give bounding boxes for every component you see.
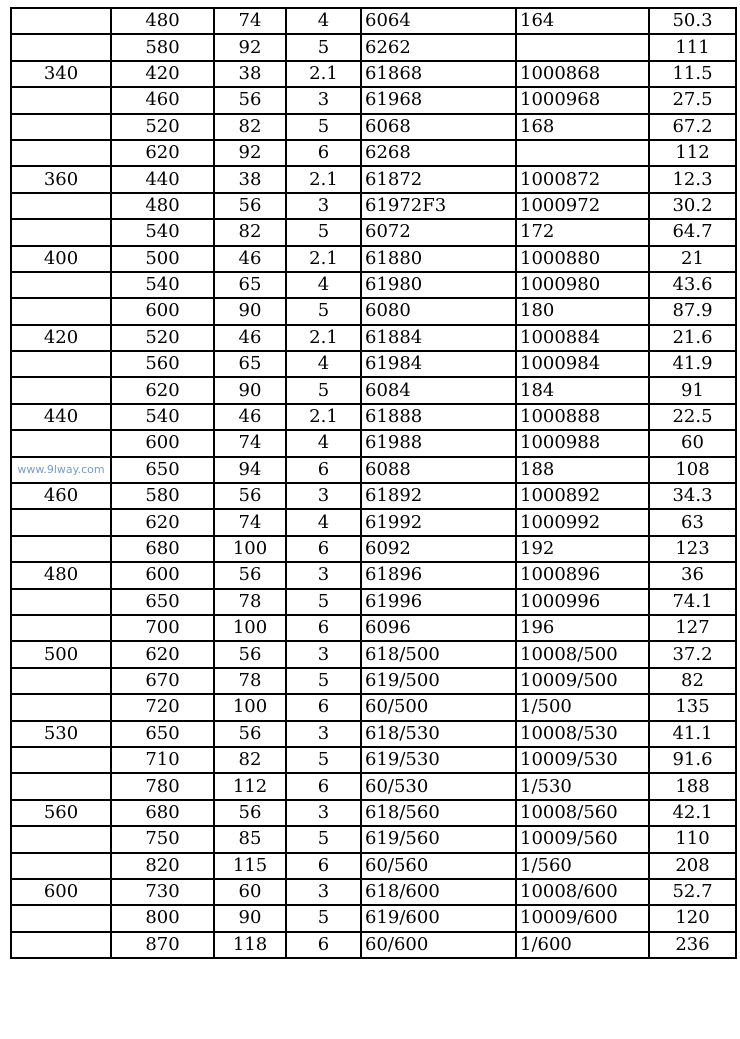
cell-bore-diameter: 480 — [11, 562, 111, 588]
cell-weight: 82 — [649, 668, 736, 694]
cell-bearing-code: 61972F3 — [361, 193, 516, 219]
table-row — [11, 589, 736, 615]
table-row — [11, 8, 736, 34]
cell-old-code: 1000996 — [516, 589, 649, 615]
table-row — [11, 615, 736, 641]
cell-chamfer: 3 — [286, 193, 361, 219]
cell-width: 56 — [214, 641, 286, 667]
cell-outer-diameter: 480 — [111, 8, 214, 34]
cell-width: 46 — [214, 325, 286, 351]
cell-bore-diameter — [11, 932, 111, 958]
cell-bore-diameter: 460 — [11, 483, 111, 509]
cell-outer-diameter: 650 — [111, 457, 214, 483]
cell-weight: 36 — [649, 562, 736, 588]
cell-bearing-code: 61880 — [361, 246, 516, 272]
cell-bearing-code: 61868 — [361, 61, 516, 87]
table-row — [11, 34, 736, 60]
cell-bearing-code: 61996 — [361, 589, 516, 615]
cell-old-code: 188 — [516, 457, 649, 483]
cell-bearing-code: 60/530 — [361, 773, 516, 799]
cell-weight: 91 — [649, 377, 736, 403]
cell-old-code — [516, 34, 649, 60]
cell-chamfer: 6 — [286, 536, 361, 562]
cell-bore-diameter — [11, 589, 111, 615]
cell-width: 100 — [214, 536, 286, 562]
cell-old-code: 1/600 — [516, 932, 649, 958]
cell-bore-diameter: 360 — [11, 166, 111, 192]
cell-width: 85 — [214, 826, 286, 852]
cell-bearing-code: 6262 — [361, 34, 516, 60]
cell-weight: 120 — [649, 905, 736, 931]
cell-bearing-code: 61872 — [361, 166, 516, 192]
cell-width: 74 — [214, 509, 286, 535]
cell-width: 78 — [214, 589, 286, 615]
cell-bearing-code: 60/500 — [361, 694, 516, 720]
table-row — [11, 773, 736, 799]
table-row — [11, 721, 736, 747]
cell-chamfer: 4 — [286, 8, 361, 34]
cell-old-code: 10008/560 — [516, 800, 649, 826]
cell-outer-diameter: 700 — [111, 615, 214, 641]
cell-outer-diameter: 540 — [111, 219, 214, 245]
table-row — [11, 932, 736, 958]
cell-weight: 41.1 — [649, 721, 736, 747]
cell-bore-diameter — [11, 905, 111, 931]
table-row — [11, 457, 736, 483]
cell-bearing-code: 618/530 — [361, 721, 516, 747]
cell-weight: 42.1 — [649, 800, 736, 826]
cell-old-code: 1000880 — [516, 246, 649, 272]
cell-weight: 41.9 — [649, 351, 736, 377]
cell-old-code: 192 — [516, 536, 649, 562]
cell-weight: 111 — [649, 34, 736, 60]
cell-outer-diameter: 620 — [111, 641, 214, 667]
table-row — [11, 377, 736, 403]
cell-chamfer: 3 — [286, 800, 361, 826]
cell-bore-diameter — [11, 430, 111, 456]
cell-chamfer: 2.1 — [286, 166, 361, 192]
cell-bearing-code: 61984 — [361, 351, 516, 377]
cell-outer-diameter: 500 — [111, 246, 214, 272]
cell-bore-diameter: 440 — [11, 404, 111, 430]
cell-outer-diameter: 820 — [111, 853, 214, 879]
cell-bore-diameter: 340 — [11, 61, 111, 87]
cell-old-code: 180 — [516, 298, 649, 324]
cell-width: 92 — [214, 34, 286, 60]
cell-bore-diameter: 600 — [11, 879, 111, 905]
cell-chamfer: 6 — [286, 853, 361, 879]
cell-bearing-code: 61892 — [361, 483, 516, 509]
cell-old-code: 1000992 — [516, 509, 649, 535]
cell-width: 74 — [214, 8, 286, 34]
cell-width: 112 — [214, 773, 286, 799]
cell-bearing-code: 6096 — [361, 615, 516, 641]
cell-weight: 21.6 — [649, 325, 736, 351]
cell-old-code: 1000872 — [516, 166, 649, 192]
cell-bearing-code: 6084 — [361, 377, 516, 403]
table-row — [11, 536, 736, 562]
cell-old-code: 1000868 — [516, 61, 649, 87]
table-row — [11, 800, 736, 826]
table-row — [11, 430, 736, 456]
cell-bearing-code: 6072 — [361, 219, 516, 245]
cell-bore-diameter — [11, 457, 111, 483]
cell-outer-diameter: 800 — [111, 905, 214, 931]
cell-bearing-code: 618/560 — [361, 800, 516, 826]
cell-width: 90 — [214, 905, 286, 931]
table-row — [11, 826, 736, 852]
cell-old-code: 168 — [516, 114, 649, 140]
cell-old-code: 1000888 — [516, 404, 649, 430]
table-row — [11, 509, 736, 535]
cell-old-code: 164 — [516, 8, 649, 34]
table-row — [11, 246, 736, 272]
cell-weight: 236 — [649, 932, 736, 958]
cell-weight: 188 — [649, 773, 736, 799]
cell-chamfer: 5 — [286, 589, 361, 615]
cell-outer-diameter: 580 — [111, 34, 214, 60]
cell-outer-diameter: 750 — [111, 826, 214, 852]
cell-bore-diameter: 400 — [11, 246, 111, 272]
table-row — [11, 351, 736, 377]
table-row — [11, 905, 736, 931]
cell-outer-diameter: 650 — [111, 721, 214, 747]
cell-bore-diameter — [11, 193, 111, 219]
cell-outer-diameter: 780 — [111, 773, 214, 799]
cell-chamfer: 6 — [286, 773, 361, 799]
cell-bearing-code: 6064 — [361, 8, 516, 34]
cell-chamfer: 3 — [286, 879, 361, 905]
cell-width: 100 — [214, 694, 286, 720]
cell-bearing-code: 61992 — [361, 509, 516, 535]
cell-bore-diameter — [11, 298, 111, 324]
cell-weight: 64.7 — [649, 219, 736, 245]
cell-chamfer: 6 — [286, 694, 361, 720]
cell-old-code: 1/530 — [516, 773, 649, 799]
table-row — [11, 61, 736, 87]
cell-outer-diameter: 560 — [111, 351, 214, 377]
cell-weight: 34.3 — [649, 483, 736, 509]
cell-width: 65 — [214, 272, 286, 298]
cell-weight: 43.6 — [649, 272, 736, 298]
cell-weight: 37.2 — [649, 641, 736, 667]
cell-outer-diameter: 680 — [111, 800, 214, 826]
cell-chamfer: 3 — [286, 483, 361, 509]
cell-bearing-code: 61884 — [361, 325, 516, 351]
cell-chamfer: 5 — [286, 377, 361, 403]
cell-bore-diameter — [11, 219, 111, 245]
table-row — [11, 668, 736, 694]
table-row — [11, 87, 736, 113]
cell-bearing-code: 619/560 — [361, 826, 516, 852]
cell-weight: 127 — [649, 615, 736, 641]
cell-bore-diameter — [11, 8, 111, 34]
cell-width: 90 — [214, 298, 286, 324]
cell-weight: 22.5 — [649, 404, 736, 430]
cell-bore-diameter — [11, 694, 111, 720]
cell-bearing-code: 61988 — [361, 430, 516, 456]
table-body — [11, 8, 736, 958]
cell-outer-diameter: 420 — [111, 61, 214, 87]
cell-old-code: 172 — [516, 219, 649, 245]
table-row — [11, 166, 736, 192]
cell-width: 56 — [214, 721, 286, 747]
cell-outer-diameter: 710 — [111, 747, 214, 773]
cell-bore-diameter: 530 — [11, 721, 111, 747]
cell-width: 56 — [214, 800, 286, 826]
cell-weight: 91.6 — [649, 747, 736, 773]
table-row — [11, 193, 736, 219]
cell-chamfer: 4 — [286, 272, 361, 298]
cell-width: 60 — [214, 879, 286, 905]
cell-old-code: 1000980 — [516, 272, 649, 298]
cell-width: 100 — [214, 615, 286, 641]
cell-chamfer: 4 — [286, 351, 361, 377]
cell-chamfer: 5 — [286, 34, 361, 60]
cell-outer-diameter: 670 — [111, 668, 214, 694]
cell-outer-diameter: 620 — [111, 509, 214, 535]
cell-old-code: 1/500 — [516, 694, 649, 720]
cell-old-code: 1000892 — [516, 483, 649, 509]
cell-weight: 110 — [649, 826, 736, 852]
table-row — [11, 404, 736, 430]
cell-chamfer: 2.1 — [286, 325, 361, 351]
table-row — [11, 747, 736, 773]
cell-old-code: 1000968 — [516, 87, 649, 113]
cell-bearing-code: 60/600 — [361, 932, 516, 958]
cell-old-code — [516, 140, 649, 166]
cell-width: 90 — [214, 377, 286, 403]
cell-bore-diameter — [11, 853, 111, 879]
cell-weight: 11.5 — [649, 61, 736, 87]
cell-outer-diameter: 580 — [111, 483, 214, 509]
table-row — [11, 694, 736, 720]
cell-chamfer: 5 — [286, 219, 361, 245]
cell-chamfer: 3 — [286, 641, 361, 667]
cell-width: 56 — [214, 87, 286, 113]
cell-old-code: 1000984 — [516, 351, 649, 377]
cell-bore-diameter — [11, 140, 111, 166]
cell-chamfer: 2.1 — [286, 404, 361, 430]
cell-old-code: 1/560 — [516, 853, 649, 879]
cell-bearing-code: 619/530 — [361, 747, 516, 773]
cell-bore-diameter — [11, 536, 111, 562]
cell-outer-diameter: 480 — [111, 193, 214, 219]
cell-bearing-code: 6268 — [361, 140, 516, 166]
cell-bore-diameter — [11, 615, 111, 641]
cell-bearing-code: 61968 — [361, 87, 516, 113]
cell-weight: 108 — [649, 457, 736, 483]
cell-old-code: 10009/500 — [516, 668, 649, 694]
cell-chamfer: 4 — [286, 509, 361, 535]
cell-bearing-code: 6080 — [361, 298, 516, 324]
cell-bearing-code: 618/500 — [361, 641, 516, 667]
cell-old-code: 1000896 — [516, 562, 649, 588]
table-row — [11, 272, 736, 298]
cell-weight: 208 — [649, 853, 736, 879]
cell-chamfer: 5 — [286, 826, 361, 852]
cell-chamfer: 3 — [286, 562, 361, 588]
table-row — [11, 483, 736, 509]
cell-width: 46 — [214, 404, 286, 430]
cell-chamfer: 5 — [286, 668, 361, 694]
cell-bearing-code: 61888 — [361, 404, 516, 430]
table-row — [11, 853, 736, 879]
cell-outer-diameter: 620 — [111, 140, 214, 166]
cell-width: 56 — [214, 483, 286, 509]
cell-bore-diameter — [11, 826, 111, 852]
cell-bearing-code: 61980 — [361, 272, 516, 298]
cell-weight: 87.9 — [649, 298, 736, 324]
cell-outer-diameter: 520 — [111, 114, 214, 140]
table-row — [11, 641, 736, 667]
cell-outer-diameter: 600 — [111, 430, 214, 456]
cell-bore-diameter — [11, 351, 111, 377]
cell-chamfer: 2.1 — [286, 246, 361, 272]
cell-weight: 67.2 — [649, 114, 736, 140]
cell-outer-diameter: 460 — [111, 87, 214, 113]
cell-chamfer: 6 — [286, 457, 361, 483]
cell-width: 56 — [214, 193, 286, 219]
cell-old-code: 10009/530 — [516, 747, 649, 773]
cell-bore-diameter — [11, 747, 111, 773]
cell-chamfer: 3 — [286, 87, 361, 113]
cell-chamfer: 2.1 — [286, 61, 361, 87]
cell-bearing-code: 60/560 — [361, 853, 516, 879]
cell-old-code: 10009/600 — [516, 905, 649, 931]
cell-old-code: 1000972 — [516, 193, 649, 219]
cell-old-code: 10008/600 — [516, 879, 649, 905]
cell-outer-diameter: 540 — [111, 272, 214, 298]
cell-chamfer: 6 — [286, 615, 361, 641]
cell-weight: 50.3 — [649, 8, 736, 34]
cell-width: 115 — [214, 853, 286, 879]
table-row — [11, 879, 736, 905]
cell-width: 78 — [214, 668, 286, 694]
cell-bearing-code: 619/600 — [361, 905, 516, 931]
cell-old-code: 1000988 — [516, 430, 649, 456]
cell-bore-diameter — [11, 773, 111, 799]
cell-weight: 135 — [649, 694, 736, 720]
cell-weight: 74.1 — [649, 589, 736, 615]
bearing-spec-table — [10, 7, 737, 959]
cell-bore-diameter — [11, 272, 111, 298]
cell-outer-diameter: 730 — [111, 879, 214, 905]
cell-weight: 63 — [649, 509, 736, 535]
table-row — [11, 219, 736, 245]
cell-weight: 30.2 — [649, 193, 736, 219]
cell-bearing-code: 619/500 — [361, 668, 516, 694]
cell-weight: 27.5 — [649, 87, 736, 113]
cell-weight: 123 — [649, 536, 736, 562]
cell-outer-diameter: 870 — [111, 932, 214, 958]
cell-chamfer: 5 — [286, 298, 361, 324]
cell-width: 82 — [214, 219, 286, 245]
cell-bearing-code: 61896 — [361, 562, 516, 588]
cell-old-code: 10008/500 — [516, 641, 649, 667]
cell-bearing-code: 6088 — [361, 457, 516, 483]
cell-bore-diameter — [11, 509, 111, 535]
cell-weight: 21 — [649, 246, 736, 272]
cell-width: 82 — [214, 747, 286, 773]
cell-width: 82 — [214, 114, 286, 140]
table-row — [11, 562, 736, 588]
table-row — [11, 325, 736, 351]
watermark: www.9lway.com — [17, 462, 105, 476]
cell-outer-diameter: 440 — [111, 166, 214, 192]
cell-width: 118 — [214, 932, 286, 958]
cell-weight: 52.7 — [649, 879, 736, 905]
cell-outer-diameter: 600 — [111, 562, 214, 588]
cell-bore-diameter — [11, 668, 111, 694]
table-row — [11, 140, 736, 166]
cell-bore-diameter — [11, 114, 111, 140]
cell-bore-diameter: 500 — [11, 641, 111, 667]
cell-width: 74 — [214, 430, 286, 456]
cell-old-code: 196 — [516, 615, 649, 641]
cell-width: 92 — [214, 140, 286, 166]
cell-old-code: 10009/560 — [516, 826, 649, 852]
cell-chamfer: 5 — [286, 747, 361, 773]
cell-width: 38 — [214, 61, 286, 87]
cell-width: 65 — [214, 351, 286, 377]
cell-chamfer: 4 — [286, 430, 361, 456]
cell-outer-diameter: 650 — [111, 589, 214, 615]
table-row — [11, 298, 736, 324]
cell-old-code: 1000884 — [516, 325, 649, 351]
cell-width: 46 — [214, 246, 286, 272]
cell-chamfer: 6 — [286, 140, 361, 166]
cell-width: 38 — [214, 166, 286, 192]
cell-width: 56 — [214, 562, 286, 588]
cell-outer-diameter: 540 — [111, 404, 214, 430]
cell-outer-diameter: 720 — [111, 694, 214, 720]
cell-outer-diameter: 520 — [111, 325, 214, 351]
cell-chamfer: 5 — [286, 114, 361, 140]
cell-chamfer: 6 — [286, 932, 361, 958]
cell-bore-diameter — [11, 87, 111, 113]
cell-bore-diameter: 560 — [11, 800, 111, 826]
cell-outer-diameter: 620 — [111, 377, 214, 403]
cell-bore-diameter — [11, 377, 111, 403]
cell-bore-diameter — [11, 34, 111, 60]
cell-outer-diameter: 680 — [111, 536, 214, 562]
cell-chamfer: 5 — [286, 905, 361, 931]
cell-old-code: 10008/530 — [516, 721, 649, 747]
cell-outer-diameter: 600 — [111, 298, 214, 324]
cell-weight: 60 — [649, 430, 736, 456]
cell-bearing-code: 6068 — [361, 114, 516, 140]
cell-chamfer: 3 — [286, 721, 361, 747]
cell-old-code: 184 — [516, 377, 649, 403]
cell-weight: 112 — [649, 140, 736, 166]
cell-bearing-code: 618/600 — [361, 879, 516, 905]
cell-bearing-code: 6092 — [361, 536, 516, 562]
table-row — [11, 114, 736, 140]
cell-bore-diameter: 420 — [11, 325, 111, 351]
cell-width: 94 — [214, 457, 286, 483]
cell-weight: 12.3 — [649, 166, 736, 192]
